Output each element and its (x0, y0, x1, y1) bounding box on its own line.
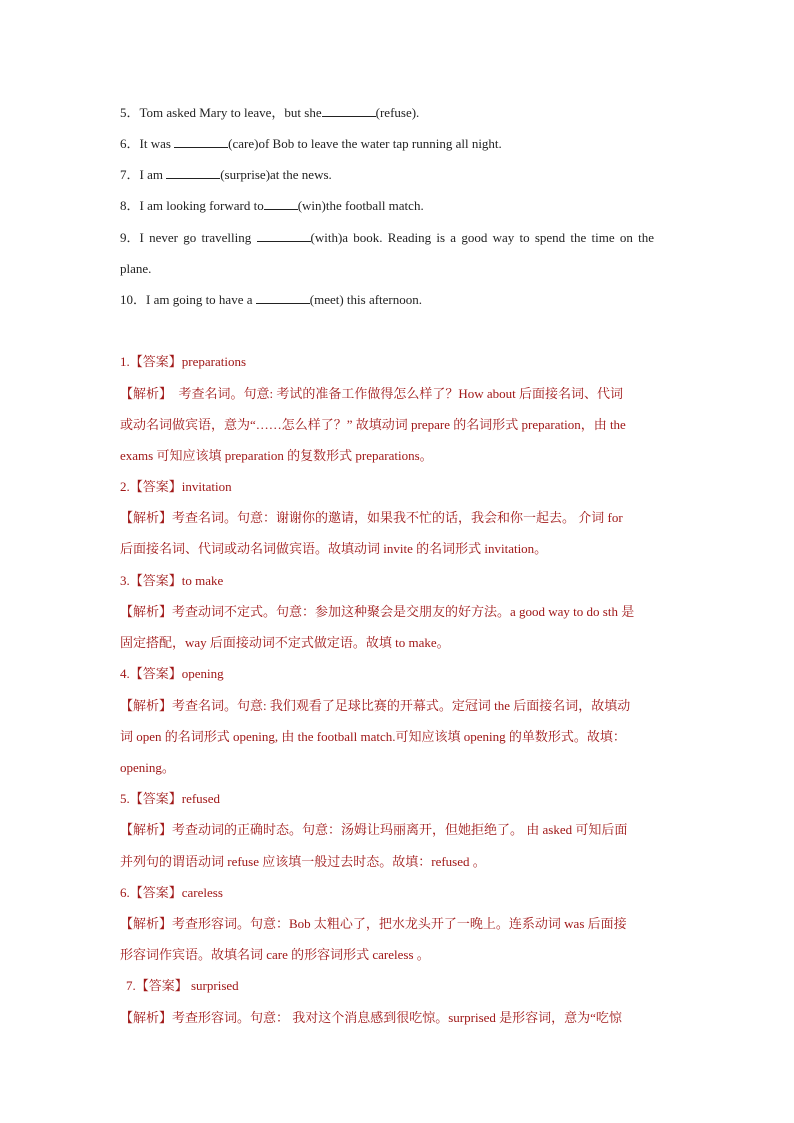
question-10: 10．I am going to have a (meet) this afternoon. (120, 292, 423, 307)
analysis-4-line1: 【解析】考查名词。句意: 我们观看了足球比赛的开幕式。定冠词 the 后面接名词，故填动 (120, 698, 631, 713)
answer-7-head: 7.【答案】 surprised (126, 978, 239, 993)
analysis-1-line3: exams 可知应该填 preparation 的复数形式 preparations。 (120, 448, 433, 463)
analysis-7-line1: 【解析】考查形容词。句意： 我对这个消息感到很吃惊。surprised 是形容词，意为“吃惊 (120, 1010, 622, 1025)
answer-4-head: 4.【答案】opening (120, 666, 224, 681)
answer-5-head: 5.【答案】refused (120, 791, 221, 806)
answer-2-head: 2.【答案】invitation (120, 479, 232, 494)
question-6: 6．It was (care)of Bob to leave the water tap running all night. (120, 136, 502, 151)
analysis-3-line2: 固定搭配，way 后面接动词不定式做定语。故填 to make。 (120, 635, 450, 650)
answer-blank (322, 104, 376, 117)
answer-blank (166, 166, 220, 179)
question-9: 9．I never go travelling (with)a book. Reading is a good way to spend the time on the (120, 230, 655, 245)
analysis-1-line2: 或动名词做宾语，意为“……怎么样了？” 故填动词 prepare 的名词形式 preparation，由 the (120, 417, 626, 432)
answer-1-head: 1.【答案】preparations (120, 354, 247, 369)
answer-3-head: 3.【答案】to make (120, 573, 224, 588)
answer-blank (257, 229, 311, 242)
analysis-4-line3: opening。 (120, 760, 175, 775)
answer-blank (256, 291, 310, 304)
analysis-2-line1: 【解析】考查名词。句意：谢谢你的邀请，如果我不忙的话，我会和你一起去。 介词 for (120, 510, 623, 525)
analysis-2-line2: 后面接名词、代词或动名词做宾语。故填动词 invite 的名词形式 invitation。 (120, 541, 548, 556)
question-7: 7．I am (surprise)at the news. (120, 167, 332, 182)
question-5: 5．Tom asked Mary to leave，but she (refuse). (120, 105, 420, 120)
analysis-1-line1: 【解析】 考查名词。句意: 考试的准备工作做得怎么样了？How about 后面接名词、代词 (120, 386, 624, 401)
analysis-6-line1: 【解析】考查形容词。句意：Bob 太粗心了，把水龙头开了一晚上。连系动词 was 后面接 (120, 916, 627, 931)
answer-6-head: 6.【答案】careless (120, 885, 223, 900)
analysis-3-line1: 【解析】考查动词不定式。句意：参加这种聚会是交朋友的好方法。a good way to do sth 是 (120, 604, 635, 619)
analysis-4-line2: 词 open 的名词形式 opening, 由 the football match.可知应该填 opening 的单数形式。故填： (120, 729, 626, 744)
analysis-5-line1: 【解析】考查动词的正确时态。句意：汤姆让玛丽离开，但她拒绝了。 由 asked 可知后面 (120, 822, 628, 837)
question-9-cont: plane. (120, 261, 152, 276)
question-8: 8．I am looking forward to (win)the football match. (120, 198, 424, 213)
answer-blank (264, 197, 298, 210)
analysis-6-line2: 形容词作宾语。故填名词 care 的形容词形式 careless 。 (120, 947, 430, 962)
answer-blank (174, 135, 228, 148)
analysis-5-line2: 并列句的谓语动词 refuse 应该填一般过去时态。故填：refused 。 (120, 854, 486, 869)
